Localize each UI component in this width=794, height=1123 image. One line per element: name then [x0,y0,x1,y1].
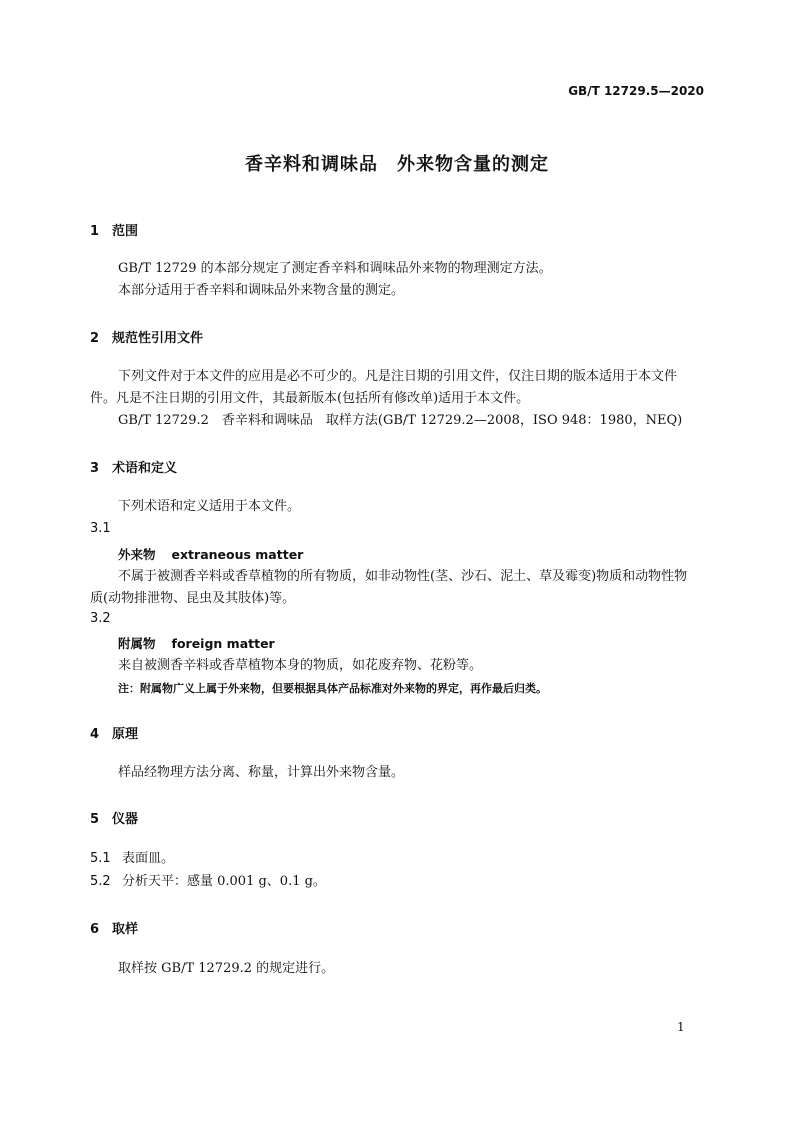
section-number: 3 [90,461,100,476]
section-4-heading [90,723,138,742]
sampling-paragraph: 取样按 GB/T 12729.2 的规定进行。 [118,961,335,976]
term-extraneous-matter [118,545,303,563]
standard-number: GB/T 12729.5—2020 [568,84,704,98]
term-definition: 来自被测香辛料或香草植物本身的物质，如花废弃物、花粉等。 [118,658,483,673]
section-title: 原理 [112,727,139,742]
section-1-heading [90,220,138,239]
section-title: 术语和定义 [112,461,178,476]
term-english: foreign matter [171,636,275,651]
term-number: 3.1 [90,521,111,536]
principle-paragraph: 样品经物理方法分离、称量，计算出外来物含量。 [118,765,405,780]
term-definition-line-2: 质(动物排泄物、昆虫及其肢体)等。 [90,591,296,606]
terms-intro: 下列术语和定义适用于本文件。 [118,499,301,514]
normative-paragraph-line-1: 下列文件对于本文件的应用是必不可少的。凡是注日期的引用文件，仅注日期的版本适用于本文件 [118,369,678,384]
term-number: 3.2 [90,611,111,626]
item-number: 5.2 [90,874,111,889]
section-title: 规范性引用文件 [112,331,204,346]
apparatus-item-1 [90,848,174,870]
section-title: 范围 [112,224,139,239]
page-number: 1 [677,1020,685,1034]
section-number: 2 [90,331,100,346]
item-text: 分析天平：感量 0.001 g、0.1 g。 [122,874,326,889]
item-number: 5.1 [90,851,111,866]
normative-paragraph-line-2: 件。凡是不注日期的引用文件，其最新版本(包括所有修改单)适用于本文件。 [90,391,530,406]
scope-paragraph-1: GB/T 12729 的本部分规定了测定香辛料和调味品外来物的物理测定方法。 [118,261,552,276]
section-number: 4 [90,727,100,742]
term-chinese: 外来物 [118,547,156,562]
term-english: extraneous matter [171,547,304,562]
section-number: 5 [90,812,100,827]
term-note: 注：附属物广义上属于外来物，但要根据具体产品标准对外来物的界定，再作最后归类。 [118,682,547,695]
section-title: 仪器 [112,812,139,827]
scope-paragraph-2: 本部分适用于香辛料和调味品外来物含量的测定。 [118,283,405,298]
section-title: 取样 [112,922,139,937]
item-text: 表面皿。 [122,851,175,866]
document-title: 香辛料和调味品 外来物含量的测定 [245,154,549,175]
term-foreign-matter [118,634,275,652]
section-number: 6 [90,922,100,937]
term-chinese: 附属物 [118,636,156,651]
section-5-heading [90,808,138,827]
normative-reference: GB/T 12729.2 香辛料和调味品 取样方法(GB/T 12729.2—2008，ISO 948：1980，NEQ) [118,413,683,428]
section-3-heading [90,457,177,476]
section-2-heading [90,327,203,346]
section-6-heading [90,918,138,937]
term-definition-line-1: 不属于被测香辛料或香草植物的所有物质，如非动物性(茎、沙石、泥土、草及霉变)物质和动物性物 [118,569,688,584]
apparatus-item-2 [90,871,326,893]
section-number: 1 [90,224,100,239]
